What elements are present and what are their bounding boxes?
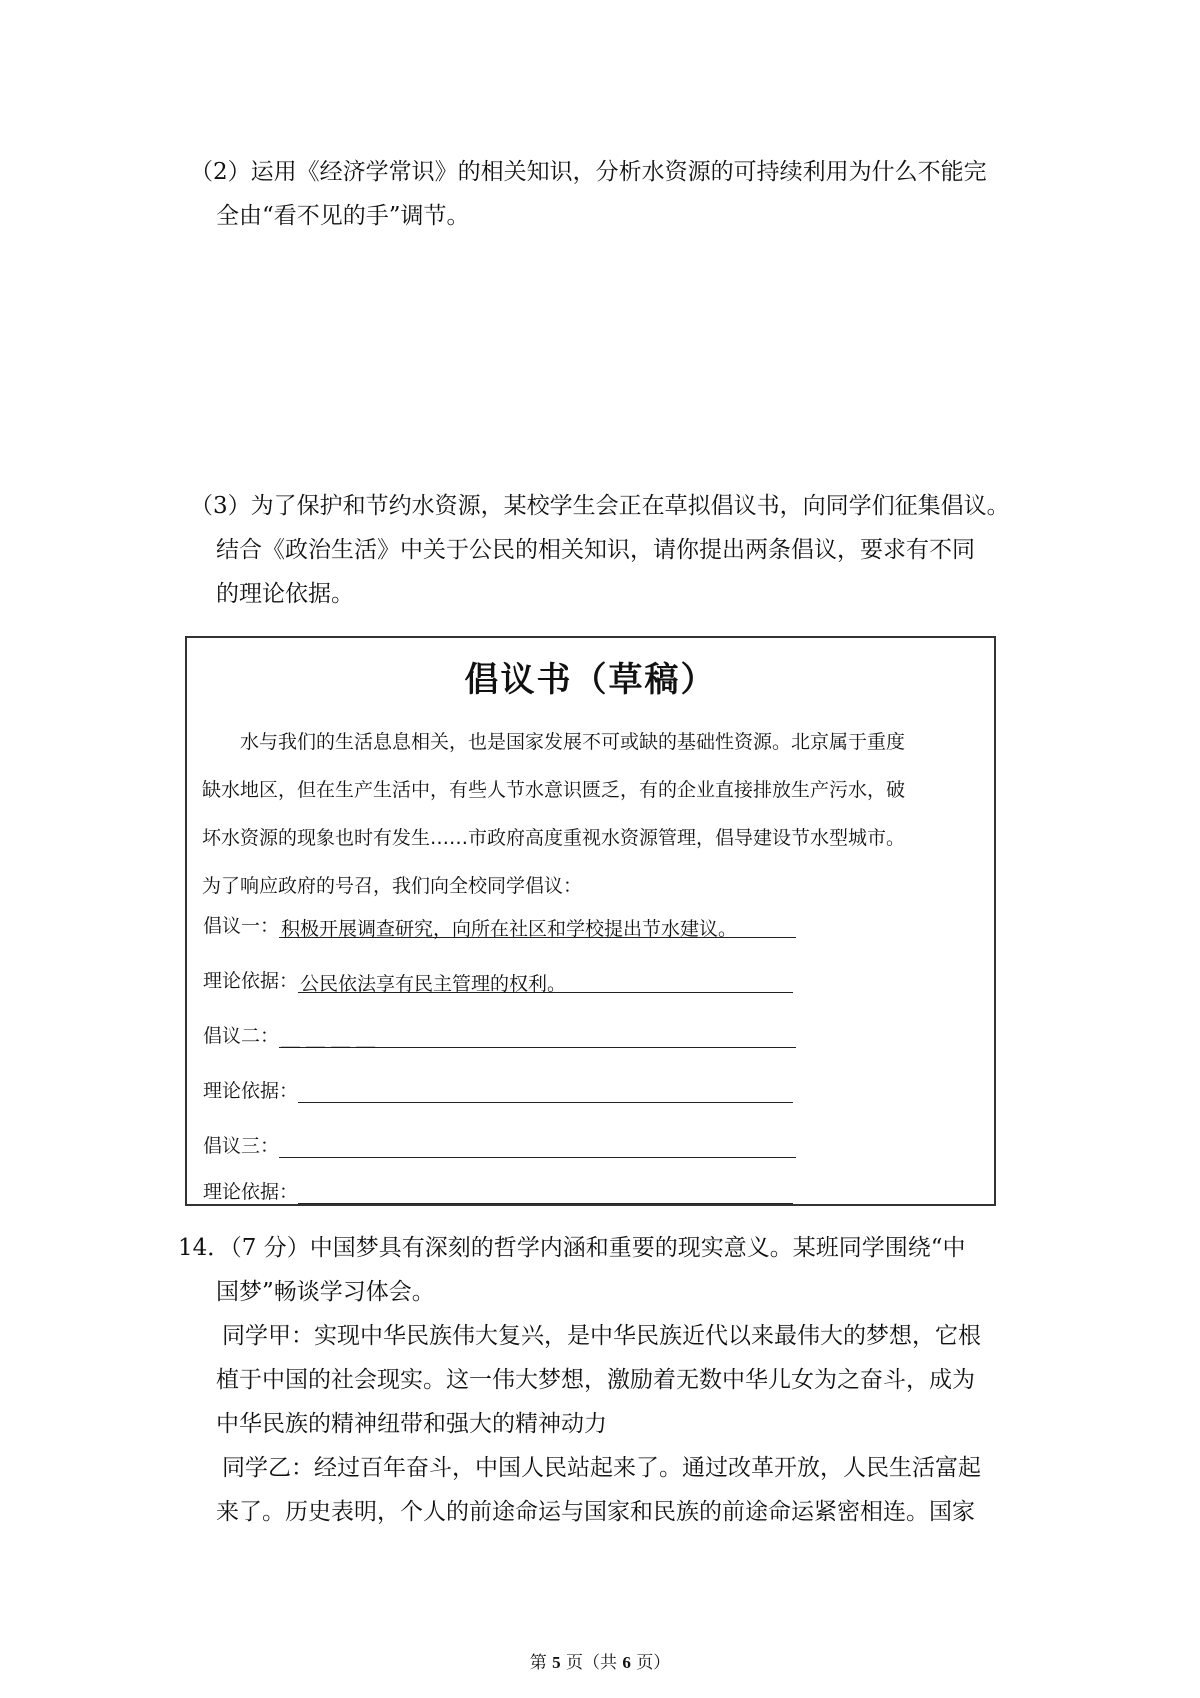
question-14-line-1: 14．（7 分）中国梦具有深刻的哲学内涵和重要的现实意义。某班同学围绕“中 bbox=[178, 1235, 966, 1261]
footer-total-pages: 6 bbox=[622, 1653, 631, 1672]
proposal-row-label: 倡议二： bbox=[203, 1025, 280, 1047]
proposal-title: 倡议书（草稿） bbox=[464, 660, 717, 700]
proposal-body-line: 为了响应政府的号召，我们向全校同学倡议： bbox=[202, 875, 583, 897]
proposal-row-value[interactable]: ＿ ＿ ＿ ＿ bbox=[279, 1024, 796, 1048]
proposal-row-label: 理论依据： bbox=[203, 1181, 299, 1203]
proposal-row-label: 倡议三： bbox=[203, 1135, 280, 1157]
page-footer bbox=[0, 1648, 1200, 1673]
proposal-row-2 bbox=[203, 963, 793, 993]
proposal-row-label: 理论依据： bbox=[203, 1080, 299, 1102]
proposal-row-value[interactable] bbox=[279, 1134, 796, 1158]
proposal-box bbox=[185, 636, 996, 1206]
student-a-line-3: 中华民族的精神纽带和强大的精神动力 bbox=[216, 1411, 607, 1437]
footer-mid: 页（共 bbox=[566, 1653, 617, 1673]
proposal-row-value[interactable] bbox=[298, 1180, 793, 1204]
footer-suffix: 页） bbox=[636, 1653, 671, 1673]
student-b-line-2: 来了。历史表明，个人的前途命运与国家和民族的前途命运紧密相连。国家 bbox=[216, 1499, 975, 1525]
proposal-row-5 bbox=[203, 1128, 796, 1158]
question-3-line-3: 的理论依据。 bbox=[216, 581, 354, 607]
proposal-row-6 bbox=[203, 1174, 793, 1204]
student-a-line-1: 同学甲：实现中华民族伟大复兴，是中华民族近代以来最伟大的梦想，它根 bbox=[222, 1323, 981, 1349]
proposal-body bbox=[202, 718, 982, 910]
footer-prefix: 第 bbox=[529, 1653, 547, 1673]
proposal-body-line: 坏水资源的现象也时有发生……市政府高度重视水资源管理，倡导建设节水型城市。 bbox=[202, 827, 906, 849]
proposal-row-4 bbox=[203, 1073, 793, 1103]
question-2-line-1: （2）运用《经济学常识》的相关知识，分析水资源的可持续利用为什么不能完 bbox=[190, 159, 987, 185]
proposal-row-value[interactable]: 积极开展调查研究，向所在社区和学校提出节水建议。 bbox=[279, 914, 796, 938]
proposal-row-1 bbox=[203, 908, 796, 938]
question-14 bbox=[178, 1226, 1038, 1534]
question-3-line-2: 结合《政治生活》中关于公民的相关知识，请你提出两条倡议，要求有不同 bbox=[216, 537, 975, 563]
proposal-row-value[interactable]: 公民依法享有民主管理的权利。 bbox=[298, 969, 793, 993]
proposal-body-line: 缺水地区，但在生产生活中，有些人节水意识匮乏，有的企业直接排放生产污水，破 bbox=[202, 779, 906, 801]
proposal-row-label: 倡议一： bbox=[203, 915, 280, 937]
proposal-row-label: 理论依据： bbox=[203, 970, 299, 992]
proposal-row-3 bbox=[203, 1018, 796, 1048]
proposal-row-value[interactable] bbox=[298, 1079, 793, 1103]
question-3 bbox=[190, 484, 1030, 616]
question-3-line-1: （3）为了保护和节约水资源，某校学生会正在草拟倡议书，向同学们征集倡议。 bbox=[190, 493, 1010, 519]
student-b-line-1: 同学乙：经过百年奋斗，中国人民站起来了。通过改革开放，人民生活富起 bbox=[222, 1455, 981, 1481]
question-2 bbox=[190, 150, 1030, 238]
proposal-body-line: 水与我们的生活息息相关，也是国家发展不可或缺的基础性资源。北京属于重度 bbox=[240, 731, 906, 753]
student-a-line-2: 植于中国的社会现实。这一伟大梦想，激励着无数中华儿女为之奋斗，成为 bbox=[216, 1367, 975, 1393]
question-2-line-2: 全由“看不见的手”调节。 bbox=[216, 203, 470, 229]
footer-page-number: 5 bbox=[552, 1653, 561, 1672]
question-14-line-2: 国梦”畅谈学习体会。 bbox=[216, 1279, 435, 1305]
